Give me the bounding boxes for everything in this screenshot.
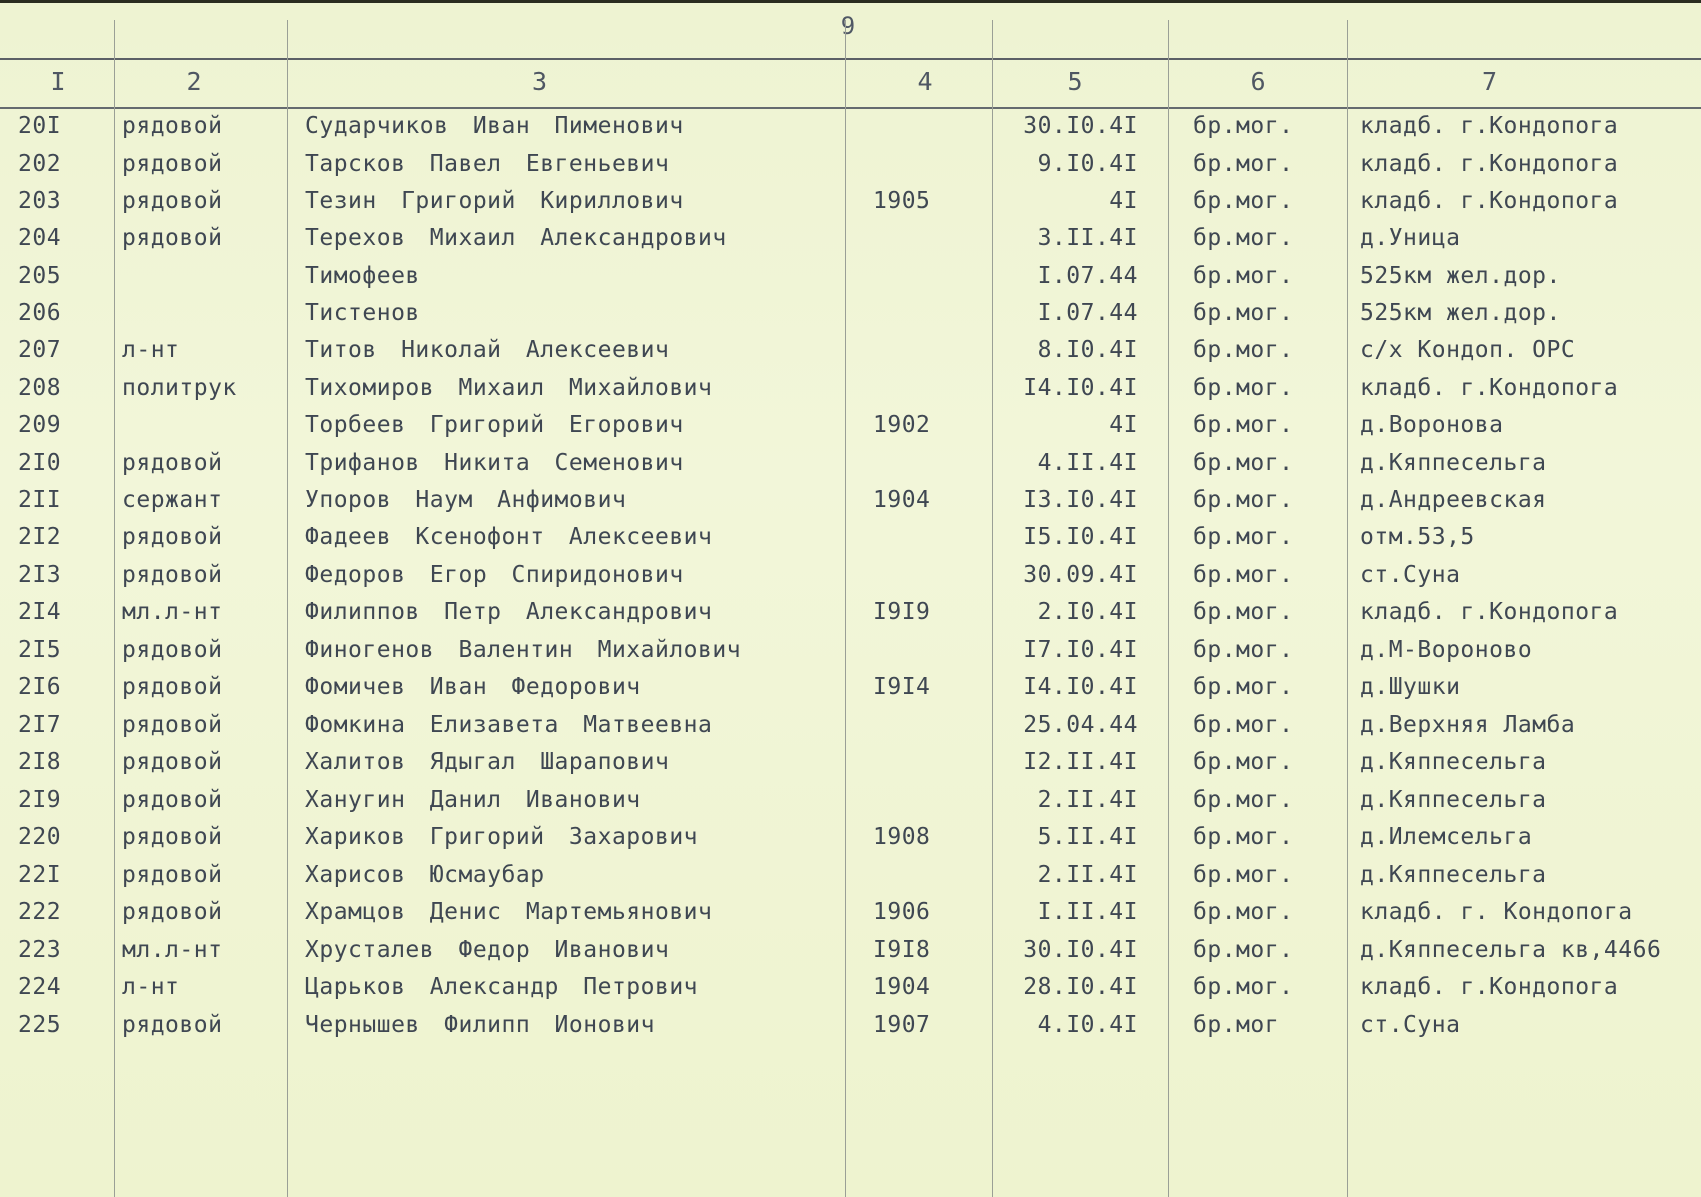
birth-year: I9I8 (873, 937, 931, 963)
grave-type: бр.мог. (1193, 300, 1294, 326)
row-number: 2I9 (18, 787, 62, 813)
grave-type: бр.мог. (1193, 637, 1294, 663)
grave-type: бр.мог. (1193, 562, 1294, 588)
table-row (0, 183, 1701, 220)
table-row (0, 782, 1701, 819)
table-row (0, 519, 1701, 556)
table-row (0, 894, 1701, 931)
death-date: 4.II.4I (1037, 450, 1138, 476)
grave-type: бр.мог. (1193, 787, 1294, 813)
full-name: Хариков Григорий Захарович (305, 824, 699, 850)
death-date: 8.I0.4I (1037, 337, 1138, 363)
table-row (0, 482, 1701, 519)
rank: рядовой (122, 749, 223, 775)
table-row (0, 594, 1701, 631)
burial-place: кладб. г.Кондопога (1360, 151, 1619, 177)
burial-place: кладб. г.Кондопога (1360, 113, 1619, 139)
table-row (0, 146, 1701, 183)
death-date: 2.II.4I (1037, 787, 1138, 813)
full-name: Тистенов (305, 300, 420, 326)
full-name: Фомкина Елизавета Матвеевна (305, 712, 713, 738)
rank: рядовой (122, 450, 223, 476)
birth-year: 1904 (873, 487, 931, 513)
row-number: 220 (18, 824, 62, 850)
full-name: Упоров Наум Анфимович (305, 487, 627, 513)
row-number: 206 (18, 300, 62, 326)
rank: сержант (122, 487, 223, 513)
death-date: 4.I0.4I (1037, 1012, 1138, 1038)
header-col-2: 2 (186, 67, 202, 96)
death-date: 9.I0.4I (1037, 151, 1138, 177)
full-name: Филиппов Петр Александрович (305, 599, 713, 625)
rank: рядовой (122, 225, 223, 251)
row-number: 209 (18, 412, 62, 438)
header-col-7: 7 (1481, 67, 1498, 96)
table-row (0, 857, 1701, 894)
row-number: 205 (18, 263, 62, 289)
grave-type: бр.мог. (1193, 337, 1294, 363)
full-name: Трифанов Никита Семенович (305, 450, 684, 476)
burial-place: д.Воронова (1360, 412, 1504, 438)
table-row (0, 220, 1701, 257)
table-row (0, 332, 1701, 369)
birth-year: 1907 (873, 1012, 931, 1038)
full-name: Финогенов Валентин Михайлович (305, 637, 742, 663)
birth-year: 1908 (873, 824, 931, 850)
death-date: 2.II.4I (1037, 862, 1138, 888)
table-row (0, 557, 1701, 594)
row-number: 2I4 (18, 599, 62, 625)
table-row (0, 969, 1701, 1006)
grave-type: бр.мог. (1193, 824, 1294, 850)
burial-place: д.Уница (1360, 225, 1461, 251)
rank: рядовой (122, 151, 223, 177)
burial-place: ст.Суна (1360, 562, 1461, 588)
grave-type: бр.мог. (1193, 487, 1294, 513)
death-date: I.II.4I (1037, 899, 1138, 925)
birth-year: 1902 (873, 412, 931, 438)
table-row (0, 407, 1701, 444)
page-top-edge (0, 0, 1701, 3)
grave-type: бр.мог. (1193, 524, 1294, 550)
full-name: Ханугин Данил Иванович (305, 787, 641, 813)
table-header (0, 60, 1701, 104)
row-number: 2I0 (18, 450, 62, 476)
death-date: I7.I0.4I (1023, 637, 1138, 663)
rank: рядовой (122, 113, 223, 139)
row-number: 224 (18, 974, 62, 1000)
death-date: 2.I0.4I (1037, 599, 1138, 625)
death-date: 30.I0.4I (1023, 937, 1138, 963)
rank: рядовой (122, 824, 223, 850)
row-number: 203 (18, 188, 62, 214)
table-row (0, 370, 1701, 407)
burial-place: д.Кяппесельга кв,4466 (1360, 937, 1662, 963)
death-date: 5.II.4I (1037, 824, 1138, 850)
row-number: 225 (18, 1012, 62, 1038)
grave-type: бр.мог. (1193, 263, 1294, 289)
rank: рядовой (122, 1012, 223, 1038)
burial-place: д.Верхняя Ламба (1360, 712, 1576, 738)
grave-type: бр.мог. (1193, 151, 1294, 177)
table-row (0, 632, 1701, 669)
grave-type: бр.мог. (1193, 188, 1294, 214)
death-date: 4I (1109, 188, 1138, 214)
death-date: 30.09.4I (1023, 562, 1138, 588)
grave-type: бр.мог. (1193, 113, 1294, 139)
burial-place: д.М-Вороново (1360, 637, 1533, 663)
full-name: Фомичев Иван Федорович (305, 674, 641, 700)
full-name: Хрусталев Федор Иванович (305, 937, 670, 963)
header-col-5: 5 (1067, 67, 1083, 96)
grave-type: бр.мог. (1193, 862, 1294, 888)
grave-type: бр.мог. (1193, 674, 1294, 700)
birth-year: I9I9 (873, 599, 931, 625)
row-number: 2I5 (18, 637, 62, 663)
grave-type: бр.мог. (1193, 937, 1294, 963)
grave-type: бр.мог. (1193, 412, 1294, 438)
rank: рядовой (122, 188, 223, 214)
grave-type: бр.мог. (1193, 974, 1294, 1000)
death-date: I4.I0.4I (1023, 674, 1138, 700)
row-number: 204 (18, 225, 62, 251)
rank: рядовой (122, 899, 223, 925)
rank: рядовой (122, 637, 223, 663)
burial-place: д.Кяппесельга (1360, 450, 1547, 476)
full-name: Тимофеев (305, 263, 420, 289)
full-name: Фадеев Ксенофонт Алексеевич (305, 524, 713, 550)
burial-place: д.Кяппесельга (1360, 787, 1547, 813)
row-number: 207 (18, 337, 62, 363)
header-col-3: 3 (531, 67, 548, 96)
burial-place: кладб. г.Кондопога (1360, 974, 1619, 1000)
row-number: 2I7 (18, 712, 62, 738)
death-date: I2.II.4I (1023, 749, 1138, 775)
table-row (0, 819, 1701, 856)
grave-type: бр.мог. (1193, 712, 1294, 738)
row-number: 202 (18, 151, 62, 177)
row-number: 208 (18, 375, 62, 401)
death-date: I.07.44 (1037, 263, 1138, 289)
table-row (0, 445, 1701, 482)
header-col-6: 6 (1250, 67, 1266, 96)
rank: мл.л-нт (122, 937, 223, 963)
full-name: Тезин Григорий Кириллович (305, 188, 684, 214)
rank: рядовой (122, 712, 223, 738)
grave-type: бр.мог. (1193, 225, 1294, 251)
grave-type: бр.мог. (1193, 599, 1294, 625)
table-row (0, 669, 1701, 706)
death-date: I.07.44 (1037, 300, 1138, 326)
rank: рядовой (122, 787, 223, 813)
burial-place: д.Кяппесельга (1360, 862, 1547, 888)
burial-place: 525км жел.дор. (1360, 300, 1561, 326)
death-date: 25.04.44 (1023, 712, 1138, 738)
rank: рядовой (122, 562, 223, 588)
table-row (0, 258, 1701, 295)
full-name: Сударчиков Иван Пименович (305, 113, 684, 139)
birth-year: I9I4 (873, 674, 931, 700)
rank: мл.л-нт (122, 599, 223, 625)
row-number: 20I (18, 113, 62, 139)
row-number: 223 (18, 937, 62, 963)
burial-place: кладб. г. Кондопога (1360, 899, 1633, 925)
death-date: I3.I0.4I (1023, 487, 1138, 513)
burial-place: д.Шушки (1360, 674, 1461, 700)
death-date: 28.I0.4I (1023, 974, 1138, 1000)
full-name: Торбеев Григорий Егорович (305, 412, 684, 438)
row-number: 22I (18, 862, 62, 888)
table-row (0, 707, 1701, 744)
table-row (0, 1007, 1701, 1044)
burial-place: кладб. г.Кондопога (1360, 188, 1619, 214)
death-date: 30.I0.4I (1023, 113, 1138, 139)
burial-place: д.Илемсельга (1360, 824, 1533, 850)
grave-type: бр.мог. (1193, 899, 1294, 925)
full-name: Халитов Ядыгал Шарапович (305, 749, 670, 775)
burial-place: кладб. г.Кондопога (1360, 375, 1619, 401)
birth-year: 1904 (873, 974, 931, 1000)
full-name: Тихомиров Михаил Михайлович (305, 375, 713, 401)
table-row (0, 295, 1701, 332)
burial-place: с/х Кондоп. ОРС (1360, 337, 1576, 363)
header-col-4: 4 (917, 67, 933, 96)
death-date: 3.II.4I (1037, 225, 1138, 251)
burial-place: кладб. г.Кондопога (1360, 599, 1619, 625)
rank: л-нт (122, 974, 180, 1000)
birth-year: 1905 (873, 188, 931, 214)
full-name: Терехов Михаил Александрович (305, 225, 727, 251)
grave-type: бр.мог. (1193, 749, 1294, 775)
page-number: 9 (840, 12, 856, 40)
row-number: 222 (18, 899, 62, 925)
rank: л-нт (122, 337, 180, 363)
full-name: Федоров Егор Спиридонович (305, 562, 684, 588)
header-col-1: I (50, 67, 66, 96)
row-number: 2I6 (18, 674, 62, 700)
full-name: Харисов Юсмаубар (305, 862, 545, 888)
burial-place: отм.53,5 (1360, 524, 1475, 550)
rank: рядовой (122, 674, 223, 700)
full-name: Титов Николай Алексеевич (305, 337, 670, 363)
burial-place: 525км жел.дор. (1360, 263, 1561, 289)
death-date: 4I (1109, 412, 1138, 438)
table-row (0, 744, 1701, 781)
rank: политрук (122, 375, 237, 401)
row-number: 2II (18, 487, 62, 513)
burial-place: д.Андреевская (1360, 487, 1547, 513)
table-row (0, 108, 1701, 145)
grave-type: бр.мог. (1193, 450, 1294, 476)
grave-type: бр.мог (1193, 1012, 1280, 1038)
row-number: 2I8 (18, 749, 62, 775)
row-number: 2I3 (18, 562, 62, 588)
full-name: Чернышев Филипп Ионович (305, 1012, 655, 1038)
burial-place: ст.Суна (1360, 1012, 1461, 1038)
full-name: Храмцов Денис Мартемьянович (305, 899, 713, 925)
full-name: Царьков Александр Петрович (305, 974, 699, 1000)
burial-place: д.Кяппесельга (1360, 749, 1547, 775)
death-date: I5.I0.4I (1023, 524, 1138, 550)
row-number: 2I2 (18, 524, 62, 550)
table-row (0, 932, 1701, 969)
full-name: Тарсков Павел Евгеньевич (305, 151, 670, 177)
birth-year: 1906 (873, 899, 931, 925)
death-date: I4.I0.4I (1023, 375, 1138, 401)
rank: рядовой (122, 524, 223, 550)
rank: рядовой (122, 862, 223, 888)
grave-type: бр.мог. (1193, 375, 1294, 401)
